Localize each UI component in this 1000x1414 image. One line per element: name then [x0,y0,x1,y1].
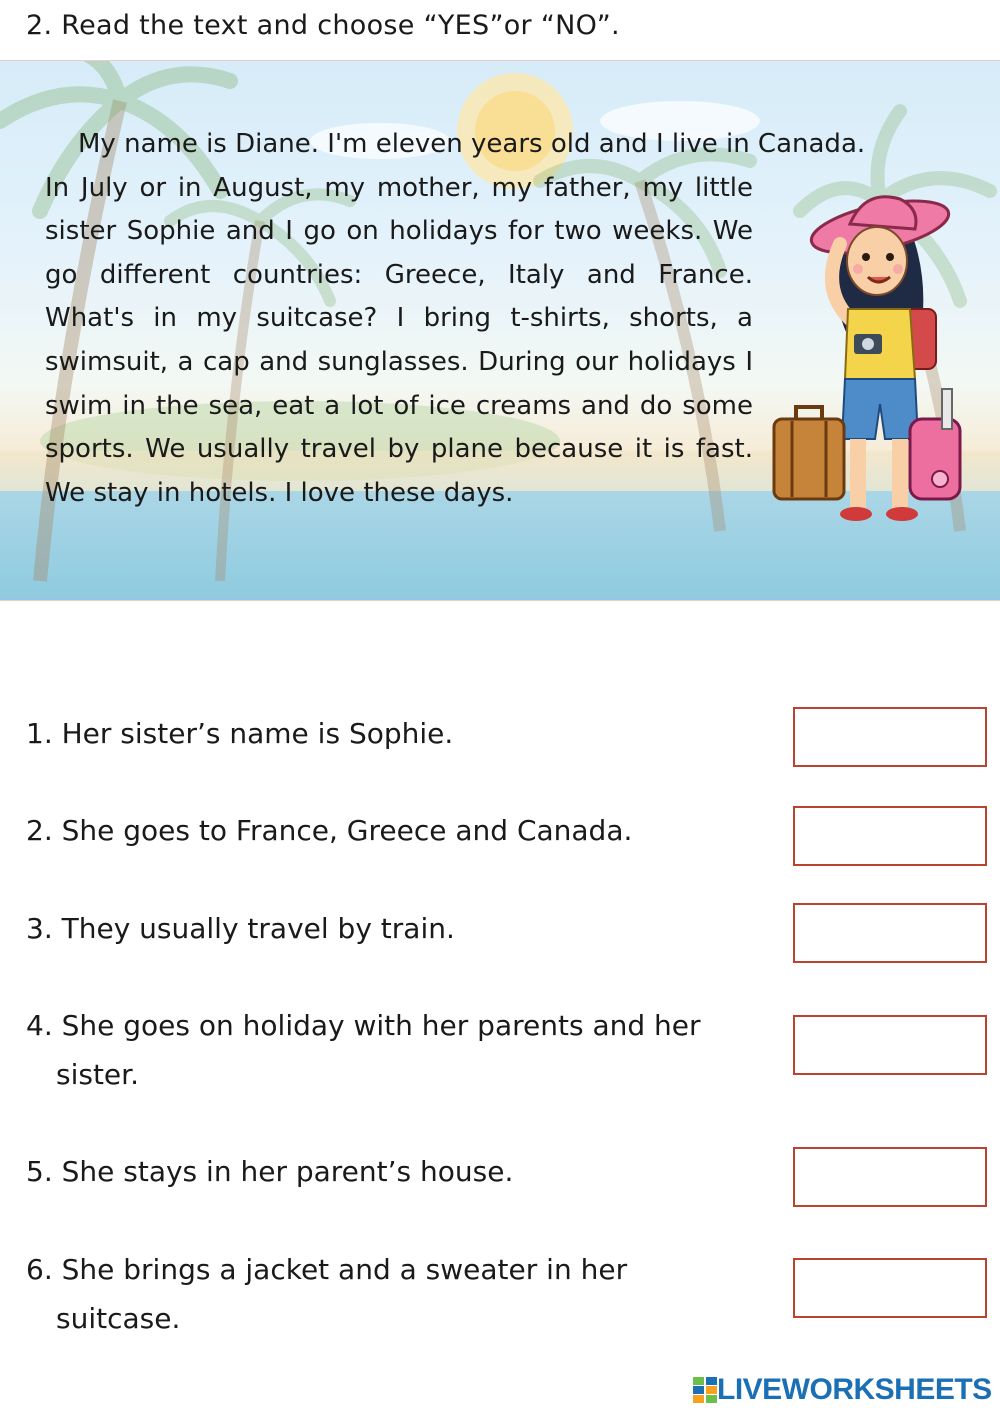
answer-box-6[interactable] [793,1258,987,1318]
question-4-text-continued: sister. [56,1058,140,1091]
question-5 [26,1147,786,1196]
question-3-text: 3. They usually travel by train. [26,912,455,945]
question-2-text: 2. She goes to France, Greece and Canada. [26,814,633,847]
question-6 [26,1245,786,1343]
reading-banner [0,60,1000,601]
liveworksheets-icon [693,1377,717,1403]
story-body: In July or in August, my mother, my father, my little sister Sophie and I go on holidays for two weeks. We go different countries: Greece, Italy and France. What's in my suitcase? I bring t-shirts, shorts, a swimsuit, a cap and sunglasses. During our holidays I swim in the sea, eat a lot of ice creams and do some sports. We usually travel by plane because it is fast. We stay in hotels. I love these days. [45,172,753,508]
question-4 [26,1001,786,1099]
question-6-text: 6. She brings a jacket and a sweater in her [26,1253,628,1286]
question-4-text: 4. She goes on holiday with her parents and her [26,1009,701,1042]
question-1-text: 1. Her sister’s name is Sophie. [26,717,454,750]
traveler-girl-illustration [770,189,970,534]
story-first-line: My name is Diane. I'm eleven years old and I live in Canada. [78,129,866,159]
exercise-heading: 2. Read the text and choose “YES”or “NO”. [26,10,620,41]
answer-box-3[interactable] [793,903,987,963]
question-5-text: 5. She stays in her parent’s house. [26,1155,514,1188]
liveworksheets-logo [693,1374,992,1406]
question-3 [26,904,786,953]
liveworksheets-brand-text: LIVEWORKSHEETS [717,1373,992,1406]
answer-box-4[interactable] [793,1015,987,1075]
question-6-text-continued: suitcase. [56,1302,181,1335]
question-1 [26,709,786,758]
story-text [45,123,866,515]
answer-box-5[interactable] [793,1147,987,1207]
answer-box-2[interactable] [793,806,987,866]
answer-box-1[interactable] [793,707,987,767]
question-2 [26,806,786,855]
